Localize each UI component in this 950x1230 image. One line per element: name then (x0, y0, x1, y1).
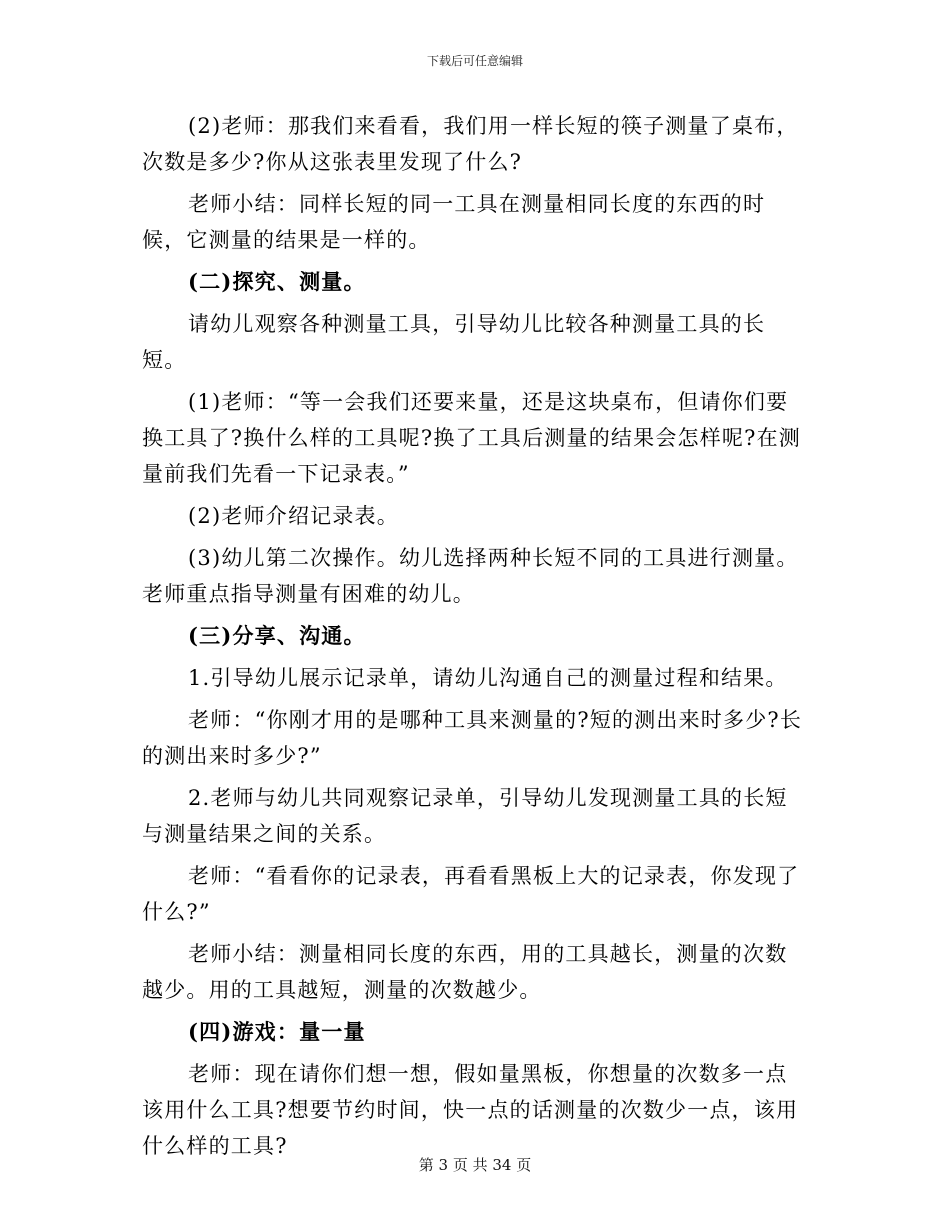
document-body (142, 108, 808, 1170)
paragraph-step-3: (3)幼儿第二次操作。幼儿选择两种长短不同的工具进行测量。老师重点指导测量有困难的幼儿。 (142, 546, 799, 606)
page-header: 下载后可任意编辑 (426, 54, 523, 68)
paragraph-item-2: 2.老师与幼儿共同观察记录单，引导幼儿发现测量工具的长短与测量结果之间的关系。 (142, 786, 788, 846)
paragraph-teacher-question-3: 老师：“看看你的记录表，再看看黑板上大的记录表，你发现了什么?” (142, 864, 800, 924)
section-heading-share-communicate: (三)分享、沟通。 (188, 623, 366, 648)
paragraph-teacher-question: (2)老师：那我们来看看，我们用一样长短的筷子测量了桌布，次数是多少?你从这张表里发现了什么? (142, 114, 799, 174)
paragraph-teacher-game: 老师：现在请你们想一想，假如量黑板，你想量的次数多一点该用什么工具?想要节约时间，快一点的话测量的次数少一点，该用什么样的工具? (142, 1062, 799, 1158)
section-heading-game: (四)游戏：量一量 (188, 1019, 366, 1044)
paragraph-step-1: (1)老师：“等一会我们还要来量，还是这块桌布，但请你们要换工具了?换什么样的工具呢?换了工具后测量的结果会怎样呢?在测量前我们先看一下记录表。” (142, 390, 801, 486)
page-footer: 第 3 页 共 34 页 (418, 1156, 532, 1174)
paragraph-observe-tools: 请幼儿观察各种测量工具，引导幼儿比较各种测量工具的长短。 (142, 312, 766, 372)
paragraph-step-2: (2)老师介绍记录表。 (188, 504, 399, 528)
paragraph-item-1: 1.引导幼儿展示记录单，请幼儿沟通自己的测量过程和结果。 (188, 666, 788, 690)
paragraph-teacher-summary-2: 老师小结：测量相同长度的东西，用的工具越长，测量的次数越少。用的工具越短，测量的次数越少。 (142, 942, 788, 1002)
paragraph-teacher-summary-1: 老师小结：同样长短的同一工具在测量相同长度的东西的时候，它测量的结果是一样的。 (142, 192, 766, 252)
section-heading-explore-measure: (二)探究、测量。 (188, 269, 366, 294)
paragraph-teacher-question-2: 老师：“你刚才用的是哪种工具来测量的?短的测出来时多少?长的测出来时多少?” (142, 708, 803, 768)
